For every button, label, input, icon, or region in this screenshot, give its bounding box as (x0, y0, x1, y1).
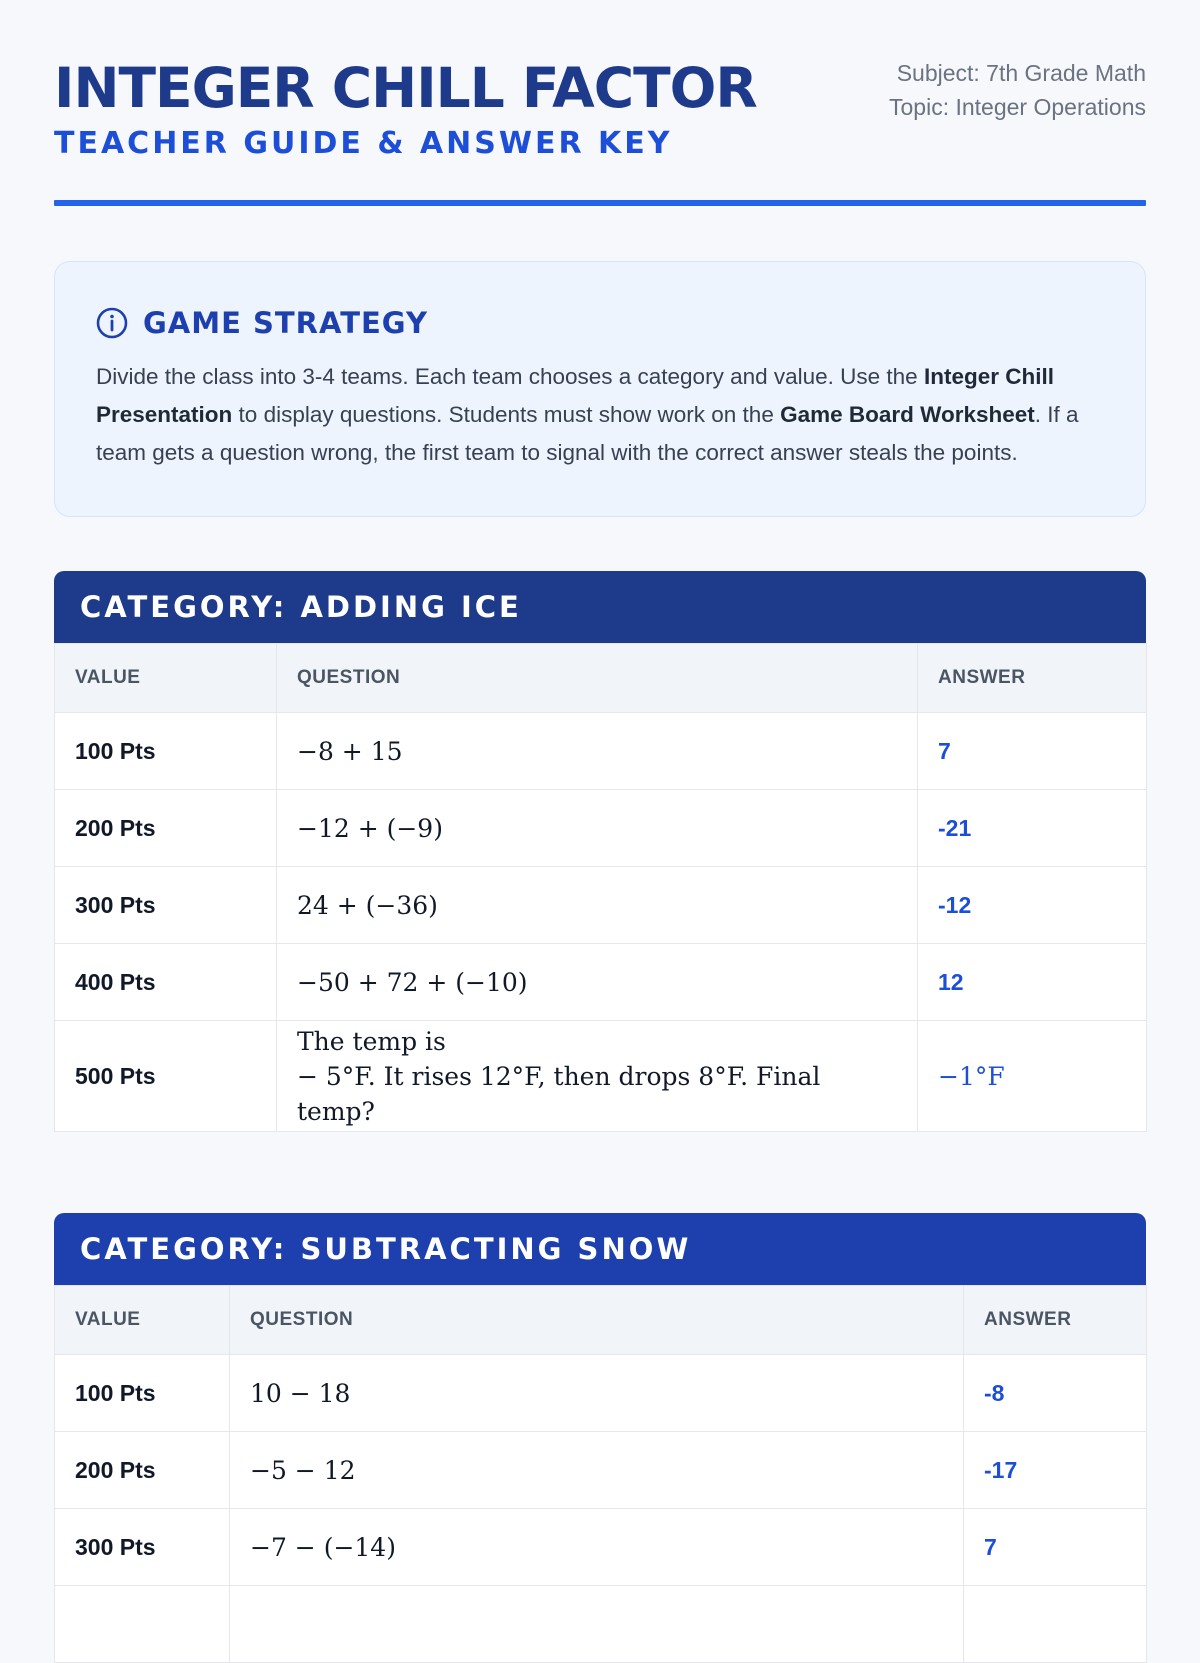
game-strategy-text (96, 358, 1106, 472)
table-header-row (55, 644, 1147, 713)
answer-cell: -8 (964, 1355, 1147, 1432)
value-cell: 400 Pts (55, 944, 277, 1021)
question-cell (277, 1021, 918, 1132)
column-header-value: VALUE (55, 644, 277, 713)
table-header-row (55, 1286, 1147, 1355)
question-cell: 10 − 18 (230, 1355, 964, 1432)
topic-label: Topic: Integer Operations (889, 94, 1146, 120)
value-cell: 300 Pts (55, 867, 277, 944)
table-row (55, 867, 1147, 944)
game-strategy-heading (95, 306, 428, 340)
column-header-value: VALUE (55, 1286, 230, 1355)
question-line: The temp is (297, 1026, 446, 1056)
page-title: INTEGER CHILL FACTOR (54, 56, 757, 120)
question-cell (230, 1586, 964, 1663)
category-title: CATEGORY: SUBTRACTING SNOW (80, 1232, 692, 1266)
table-row (55, 1355, 1147, 1432)
worksheet-name: Game Board Worksheet (780, 402, 1035, 427)
table-row (55, 1586, 1147, 1663)
table-row (55, 713, 1147, 790)
question-cell: −12 + (−9) (277, 790, 918, 867)
info-icon (95, 306, 129, 340)
strategy-text-part: Divide the class into 3-4 teams. Each team chooses a category and value. Use the (96, 364, 924, 389)
answer-cell: 7 (918, 713, 1147, 790)
category-header (54, 571, 1146, 643)
page-header (54, 56, 1146, 161)
answer-cell: 12 (918, 944, 1147, 1021)
questions-table (54, 643, 1147, 1132)
question-cell: −7 − (−14) (230, 1509, 964, 1586)
strategy-text-part: to display questions. Students must show work on the (232, 402, 781, 427)
answer-cell: -17 (964, 1432, 1147, 1509)
value-cell: 200 Pts (55, 790, 277, 867)
page-meta (889, 56, 1146, 124)
category-title: CATEGORY: ADDING ICE (80, 590, 522, 624)
value-cell (55, 1586, 230, 1663)
header-divider (54, 200, 1146, 206)
strategy-text-part: . If a team gets a question wrong, the first team to signal with the correct answer steals the points. (96, 402, 1079, 465)
answer-cell: −1°F (918, 1021, 1147, 1132)
subject-label: Subject: 7th Grade Math (896, 60, 1146, 86)
game-strategy-title: GAME STRATEGY (143, 306, 428, 340)
question-cell: −8 + 15 (277, 713, 918, 790)
column-header-answer: ANSWER (964, 1286, 1147, 1355)
answer-cell: 7 (964, 1509, 1147, 1586)
category-adding-ice (54, 571, 1146, 1132)
presentation-name: Integer Chill Presentation (96, 364, 1054, 427)
questions-table (54, 1285, 1147, 1663)
question-cell: −5 − 12 (230, 1432, 964, 1509)
answer-cell: -12 (918, 867, 1147, 944)
value-cell: 500 Pts (55, 1021, 277, 1132)
question-line: − 5°F. It rises 12°F, then drops 8°F. Final temp? (297, 1061, 821, 1126)
category-header (54, 1213, 1146, 1285)
column-header-question: QUESTION (277, 644, 918, 713)
column-header-answer: ANSWER (918, 644, 1147, 713)
page-subtitle: TEACHER GUIDE & ANSWER KEY (54, 126, 673, 161)
column-header-question: QUESTION (230, 1286, 964, 1355)
table-row (55, 1021, 1147, 1132)
value-cell: 300 Pts (55, 1509, 230, 1586)
value-cell: 200 Pts (55, 1432, 230, 1509)
value-cell: 100 Pts (55, 1355, 230, 1432)
table-row (55, 944, 1147, 1021)
table-row (55, 1432, 1147, 1509)
question-cell: −50 + 72 + (−10) (277, 944, 918, 1021)
answer-cell: -21 (918, 790, 1147, 867)
value-cell: 100 Pts (55, 713, 277, 790)
answer-cell (964, 1586, 1147, 1663)
game-strategy-card (54, 261, 1146, 517)
table-row (55, 790, 1147, 867)
category-subtracting-snow (54, 1213, 1146, 1663)
table-row (55, 1509, 1147, 1586)
question-cell: 24 + (−36) (277, 867, 918, 944)
